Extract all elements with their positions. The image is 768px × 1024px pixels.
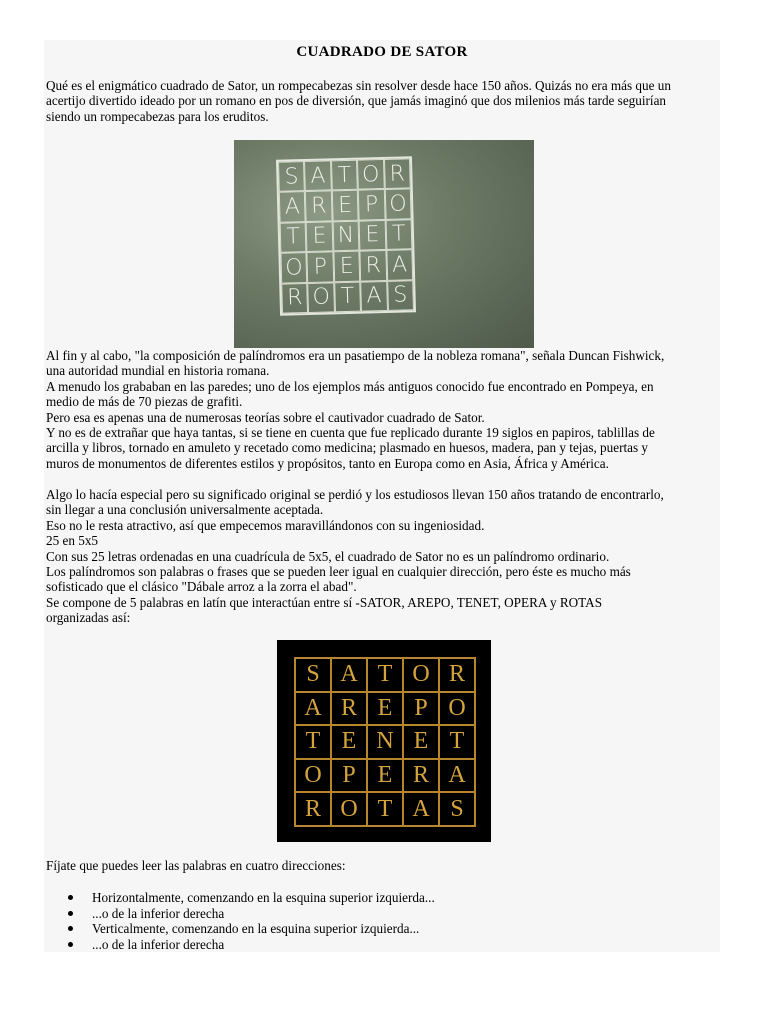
- text-line: Con sus 25 letras ordenadas en una cuadrícula de 5x5, el cuadrado de Sator no es un palíndromo ordinario.: [46, 548, 610, 564]
- text-line: muros de monumentos de diferentes estilos y propósitos, tanto en Europa como en Asia, África y América.: [46, 455, 609, 471]
- sator-letter-cell: T: [439, 725, 475, 759]
- engraved-letter-cell: P: [358, 189, 385, 220]
- engraved-letter-cell: E: [359, 220, 386, 251]
- document-title: CUADRADO DE SATOR: [296, 44, 468, 60]
- text-line: arcilla y libros, tornado en amuleto y recetado como medicina; plasmado en huesos, madera, pan y tejas, puertas y: [46, 440, 649, 456]
- sator-letter-cell: E: [367, 692, 403, 726]
- engraved-letter-cell: O: [384, 189, 411, 220]
- sator-letter-cell: A: [439, 759, 475, 793]
- directions-intro: Fíjate que puedes leer las palabras en cuatro direcciones:: [46, 858, 346, 873]
- sator-letter-cell: N: [367, 725, 403, 759]
- engraved-letter-cell: T: [331, 160, 358, 191]
- engraved-letter-cell: E: [332, 190, 359, 221]
- text-line: Eso no le resta atractivo, así que empecemos maravillándonos con su ingeniosidad.: [46, 517, 485, 533]
- bullet-icon: [68, 895, 73, 900]
- engraved-letter-cell: A: [279, 191, 306, 222]
- engraved-letter-cell: A: [386, 249, 413, 280]
- list-item: [44, 921, 720, 937]
- engraved-letter-cell: E: [306, 221, 333, 252]
- text-line: medio de más de 70 piezas de grafiti.: [46, 394, 243, 410]
- sator-letter-cell: O: [295, 759, 331, 793]
- engraved-letter-cell: A: [304, 160, 331, 191]
- sator-letter-cell: O: [331, 792, 367, 826]
- text-line: Al fin y al cabo, "la composición de palíndromos era un pasatiempo de la nobleza romana", señala Duncan Fishwick,: [46, 348, 665, 363]
- engraved-letter-cell: O: [280, 252, 307, 283]
- sator-letter-cell: R: [331, 692, 367, 726]
- engraved-letter-grid: [276, 156, 416, 316]
- list-item-text: ...o de la inferior derecha: [92, 905, 225, 921]
- sator-letter-cell: S: [295, 658, 331, 692]
- engraved-letter-cell: R: [281, 283, 308, 314]
- text-line: Se compone de 5 palabras en latín que interactúan entre sí -SATOR, AREPO, TENET, OPERA y ROTAS: [46, 594, 603, 610]
- text-line: sin llegar a una conclusión universalmente aceptada.: [46, 502, 324, 518]
- sator-letter-cell: A: [403, 792, 439, 826]
- bullet-icon: [68, 926, 73, 931]
- engraved-letter-cell: T: [385, 219, 412, 250]
- sator-letter-cell: R: [295, 792, 331, 826]
- text-line: acertijo divertido ideado por un romano en pos de diversión, que jamás imaginó que dos milenios más tarde seguirían: [46, 93, 667, 109]
- engraved-letter-cell: S: [387, 280, 414, 311]
- text-line: Los palíndromos son palabras o frases que se pueden leer igual en cualquier dirección, pero éste es mucho más: [46, 564, 631, 580]
- sator-letter-cell: T: [367, 792, 403, 826]
- list-item-text: Horizontalmente, comenzando en la esquina superior izquierda...: [92, 890, 435, 905]
- engraved-letter-cell: A: [360, 281, 387, 312]
- directions-list: [44, 890, 720, 952]
- engraved-letter-cell: E: [333, 251, 360, 282]
- text-line: Algo lo hacía especial pero su significado original se perdió y los estudiosos llevan 150 años tratando de encontrarlo,: [46, 487, 664, 502]
- sator-letter-cell: P: [331, 759, 367, 793]
- text-line: siendo un rompecabezas para los eruditos.: [46, 108, 269, 124]
- sator-letter-cell: S: [439, 792, 475, 826]
- list-item: [44, 906, 720, 922]
- engraved-letter-cell: T: [334, 281, 361, 312]
- sator-letter-cell: A: [295, 692, 331, 726]
- subheading: 25 en 5x5: [46, 533, 99, 549]
- engraved-letter-cell: O: [308, 282, 335, 313]
- structure-paragraph: [46, 487, 720, 626]
- text-line: Qué es el enigmático cuadrado de Sator, un rompecabezas sin resolver desde hace 150 años. Quizás no era más que un: [46, 78, 671, 93]
- bullet-icon: [68, 942, 73, 947]
- engraved-letter-cell: T: [280, 222, 307, 253]
- engraved-letter-cell: R: [384, 158, 411, 189]
- sator-letter-cell: E: [403, 725, 439, 759]
- sator-letter-cell: R: [403, 759, 439, 793]
- list-item-text: Verticalmente, comenzando en la esquina superior izquierda...: [92, 921, 420, 937]
- sator-letter-grid: [294, 657, 476, 827]
- sator-letter-cell: T: [295, 725, 331, 759]
- sator-letter-cell: R: [439, 658, 475, 692]
- text-line: A menudo los grababan en las paredes; uno de los ejemplos más antiguos conocido fue encontrado en Pompeya, en: [46, 378, 654, 394]
- sator-letter-cell: E: [367, 759, 403, 793]
- history-paragraph: [46, 348, 720, 471]
- engraved-letter-cell: R: [305, 191, 332, 222]
- sator-engraving-photo: [234, 140, 534, 348]
- engraved-letter-cell: O: [357, 159, 384, 190]
- document-page: [44, 40, 720, 952]
- engraved-letter-cell: R: [360, 250, 387, 281]
- sator-letter-cell: O: [403, 658, 439, 692]
- list-item: [44, 937, 720, 953]
- engraved-letter-cell: S: [278, 161, 305, 192]
- text-line: Pero esa es apenas una de numerosas teorías sobre el cautivador cuadrado de Sator.: [46, 409, 485, 425]
- list-item-text: ...o de la inferior derecha: [92, 936, 225, 952]
- sator-letter-cell: A: [331, 658, 367, 692]
- sator-letter-cell: T: [367, 658, 403, 692]
- intro-paragraph: [46, 78, 720, 124]
- sator-letter-cell: E: [331, 725, 367, 759]
- bullet-icon: [68, 911, 73, 916]
- text-line: organizadas así:: [46, 610, 131, 626]
- sator-letter-cell: P: [403, 692, 439, 726]
- text-line: sofisticado que el clásico "Dábale arroz a la zorra el abad".: [46, 579, 357, 595]
- list-item: [44, 890, 720, 906]
- engraved-letter-cell: N: [332, 220, 359, 251]
- engraved-letter-cell: P: [307, 252, 334, 283]
- text-line: Y no es de extrañar que haya tantas, si se tiene en cuenta que fue replicado durante 19 siglos en papiros, tablillas de: [46, 425, 655, 441]
- sator-letter-cell: O: [439, 692, 475, 726]
- sator-square-graphic: [277, 640, 491, 842]
- text-line: una autoridad mundial en historia romana.: [46, 363, 270, 379]
